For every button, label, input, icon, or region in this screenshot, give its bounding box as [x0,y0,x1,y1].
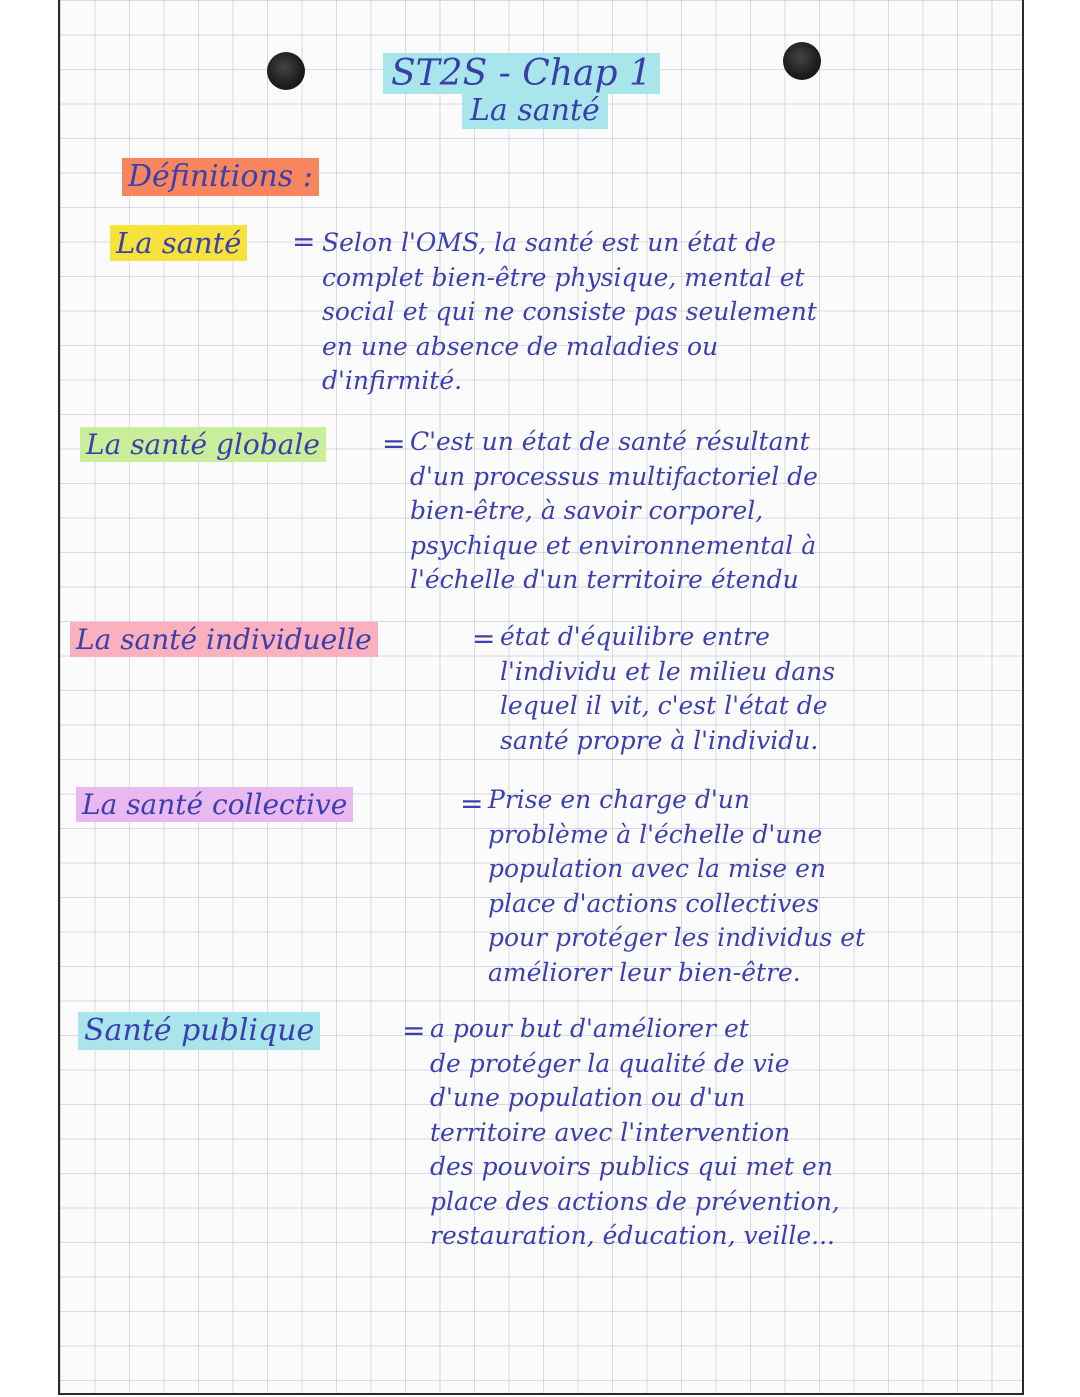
definition-line: population avec la mise en [488,854,826,883]
definition-sante-collective [488,783,865,990]
definition-line: l'échelle d'un territoire étendu [410,565,799,594]
definition-line: lequel il vit, c'est l'état de [500,691,828,720]
equals-sign: = [402,1014,426,1047]
page-title: ST2S - Chap 1 [383,53,660,94]
definition-line: pour protéger les individus et [488,923,866,952]
definition-line: problème à l'échelle d'une [488,819,823,849]
definition-line: place d'actions collectives [488,888,820,918]
definition-line: d'une population ou d'un [430,1083,746,1112]
term-sante-globale: La santé globale [80,427,326,462]
page-subtitle: La santé [462,94,608,129]
equals-sign: = [460,787,484,820]
definition-line: santé propre à l'individu. [500,725,819,755]
background-left-margin [0,0,58,1397]
definition-line: Prise en charge d'un [488,785,750,814]
punch-hole-right [783,42,821,80]
punch-hole-left [267,52,305,90]
definition-line: restauration, éducation, veille... [430,1221,836,1250]
definition-line: d'un processus multifactoriel de [410,461,818,491]
definition-sante-publique [430,1012,840,1254]
term-sante-collective: La santé collective [76,787,353,822]
definition-line: de protéger la qualité de vie [430,1048,790,1078]
definition-sante-individuelle [500,620,835,758]
term-sante-individuelle: La santé individuelle [70,622,378,657]
definition-line: améliorer leur bien-être. [488,957,801,987]
definition-line: territoire avec l'intervention [430,1117,791,1147]
equals-sign: = [292,225,316,258]
definition-line: l'individu et le milieu dans [500,656,836,686]
definition-line: en une absence de maladies ou [322,331,719,361]
background-right-margin [1024,0,1080,1397]
definition-line: complet bien-être physique, mental et [322,262,805,292]
definition-sante [322,226,817,399]
definition-line: social et qui ne consiste pas seulement [322,297,817,326]
definition-line: C'est un état de santé résultant [410,427,810,456]
section-label-definitions: Définitions : [122,158,319,196]
definition-line: Selon l'OMS, la santé est un état de [322,228,776,257]
equals-sign: = [472,622,496,655]
term-sante: La santé [110,225,247,261]
definition-line: place des actions de prévention, [430,1186,840,1216]
definition-line: d'infirmité. [322,366,463,395]
definition-line: a pour but d'améliorer et [430,1014,749,1043]
definition-line: psychique et environnemental à [410,530,817,560]
notebook-sheet [58,0,1024,1395]
term-sante-publique: Santé publique [78,1012,320,1050]
equals-sign: = [382,427,406,460]
definition-line: des pouvoirs publics qui met en [430,1152,833,1181]
definition-line: état d'équilibre entre [500,622,770,651]
definition-sante-globale [410,425,818,598]
definition-line: bien-être, à savoir corporel, [410,496,764,525]
